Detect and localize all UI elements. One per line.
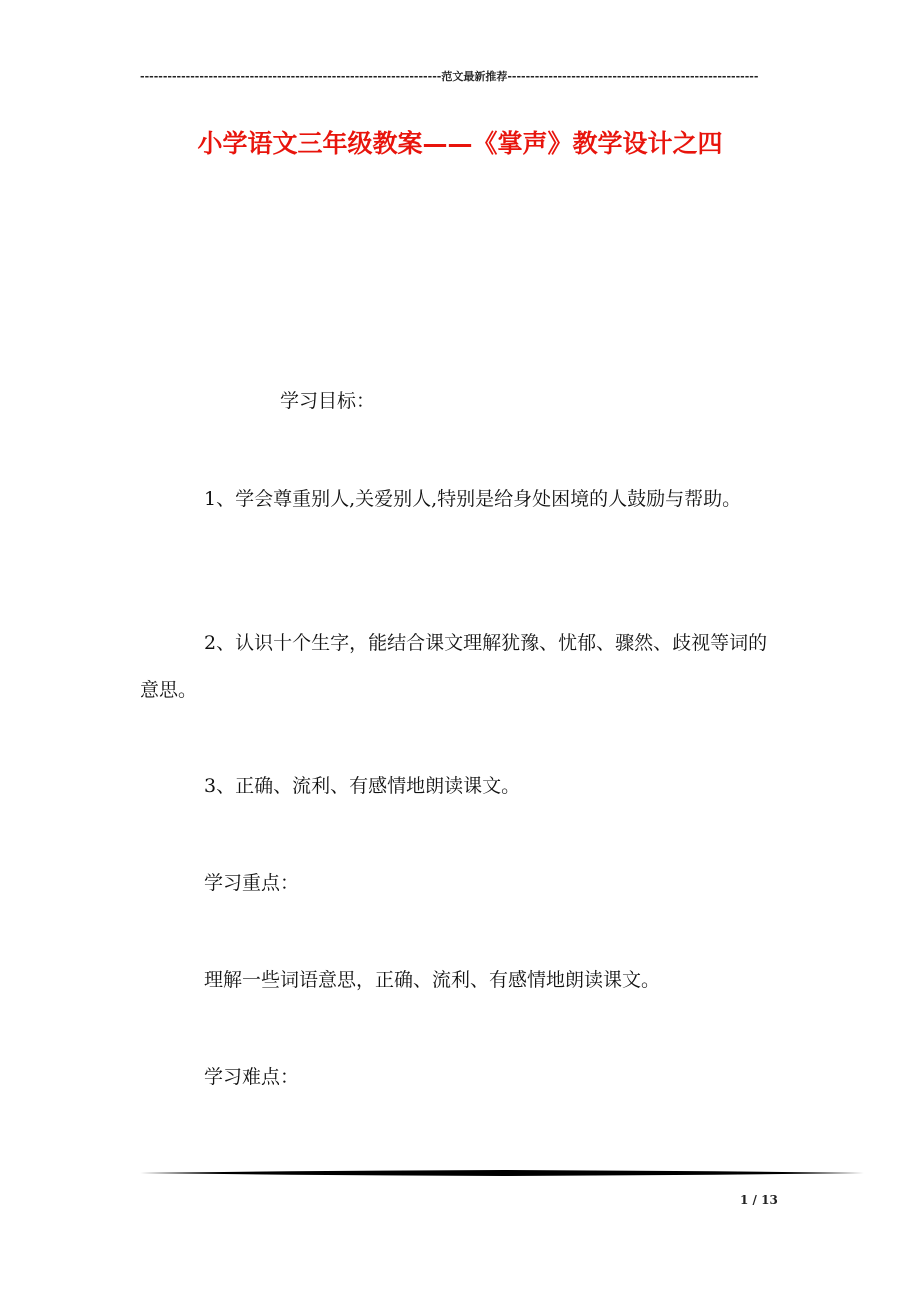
- header-dashes-left: ------------------------------------------------------------------: [140, 70, 442, 83]
- goal-1: 1、学会尊重别人,关爱别人,特别是给身处困境的人鼓励与帮助。: [204, 488, 742, 510]
- difficulty-heading: 学习难点：: [204, 1066, 300, 1088]
- goal-2: 2、认识十个生字，能结合课文理解犹豫、忧郁、骤然、歧视等词的意思。: [140, 632, 768, 701]
- running-header: [140, 68, 768, 84]
- page-number: 1 / 13: [740, 1193, 778, 1207]
- header-dashes-right: -------------------------------------------------------: [507, 70, 759, 83]
- focus-heading: 学习重点：: [204, 872, 300, 894]
- goal-3: 3、正确、流利、有感情地朗读课文。: [204, 775, 521, 797]
- document-title: 小学语文三年级教案——《掌声》教学设计之四: [197, 129, 723, 158]
- goals-heading: 学习目标：: [280, 390, 376, 412]
- footer-rule: [140, 1170, 864, 1176]
- focus-text: 理解一些词语意思，正确、流利、有感情地朗读课文。: [204, 969, 661, 991]
- header-label: 范文最新推荐: [441, 70, 508, 83]
